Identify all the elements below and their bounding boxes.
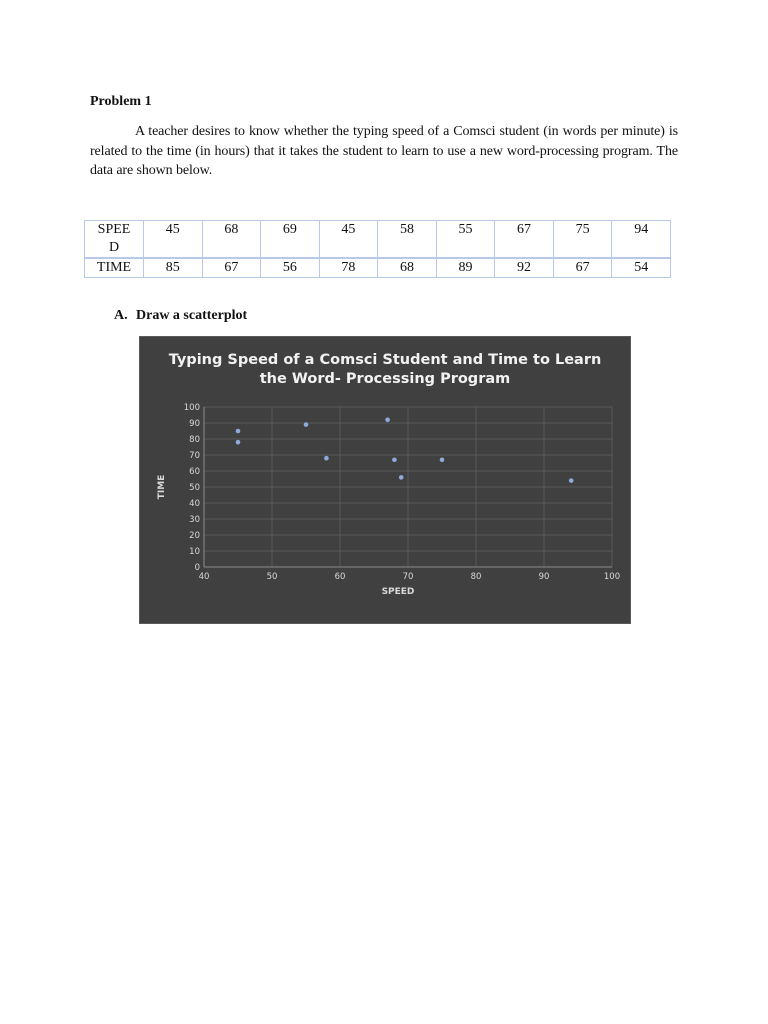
speed-cell: 68 bbox=[202, 221, 261, 259]
x-tick-label: 60 bbox=[334, 572, 346, 582]
speed-header-line1: SPEE bbox=[97, 222, 131, 237]
x-tick-label: 40 bbox=[198, 572, 210, 582]
data-point bbox=[569, 478, 574, 483]
speed-cell: 94 bbox=[612, 221, 671, 259]
section-a-letter: A. bbox=[114, 308, 128, 323]
x-tick-label: 90 bbox=[538, 572, 550, 582]
x-tick-label: 80 bbox=[470, 572, 482, 582]
data-point bbox=[304, 422, 309, 427]
x-tick-label: 50 bbox=[266, 572, 278, 582]
data-point bbox=[324, 456, 329, 461]
time-cell: 54 bbox=[612, 258, 671, 278]
data-point bbox=[399, 475, 404, 480]
table-row-time bbox=[85, 258, 671, 278]
speed-cell: 45 bbox=[319, 221, 378, 259]
time-cell: 67 bbox=[202, 258, 261, 278]
table-row-speed bbox=[85, 221, 671, 259]
scatterplot-chart bbox=[139, 336, 631, 624]
y-tick-label: 40 bbox=[189, 499, 200, 509]
x-tick-label: 100 bbox=[603, 572, 621, 582]
x-axis-title: SPEED bbox=[381, 587, 415, 597]
time-cell: 89 bbox=[436, 258, 495, 278]
y-tick-label: 0 bbox=[194, 563, 200, 573]
time-cell: 68 bbox=[378, 258, 437, 278]
speed-cell: 58 bbox=[378, 221, 437, 259]
problem-description: A teacher desires to know whether the typing speed of a Comsci student (in words per minute) is related to the time (in hours) that it takes the student to learn to use a new word-processing program. The data are shown below. bbox=[90, 124, 678, 178]
section-a-heading bbox=[114, 308, 247, 324]
time-cell: 85 bbox=[144, 258, 203, 278]
speed-cell: 45 bbox=[144, 221, 203, 259]
data-point bbox=[440, 458, 445, 463]
speed-header-line2: D bbox=[108, 240, 120, 255]
y-tick-label: 60 bbox=[189, 467, 200, 477]
data-table bbox=[84, 220, 671, 278]
y-tick-label: 100 bbox=[183, 403, 200, 413]
time-cell: 78 bbox=[319, 258, 378, 278]
speed-cell: 69 bbox=[261, 221, 320, 259]
y-tick-label: 20 bbox=[189, 531, 200, 541]
y-axis-title: TIME bbox=[157, 474, 167, 500]
y-tick-label: 10 bbox=[189, 547, 200, 557]
x-tick-label: 70 bbox=[402, 572, 414, 582]
time-cell: 67 bbox=[553, 258, 612, 278]
y-tick-label: 50 bbox=[189, 483, 200, 493]
data-point bbox=[385, 418, 390, 423]
time-header-cell: TIME bbox=[85, 258, 144, 278]
speed-cell: 75 bbox=[553, 221, 612, 259]
speed-cell: 55 bbox=[436, 221, 495, 259]
time-cell: 56 bbox=[261, 258, 320, 278]
chart-title-line2: the Word- Processing Program bbox=[259, 371, 511, 387]
y-tick-label: 80 bbox=[189, 435, 200, 445]
time-cell: 92 bbox=[495, 258, 554, 278]
data-point bbox=[392, 458, 397, 463]
speed-header-cell bbox=[85, 221, 144, 259]
speed-cell: 67 bbox=[495, 221, 554, 259]
data-point bbox=[236, 429, 241, 434]
problem-title: Problem 1 bbox=[90, 94, 152, 109]
y-tick-label: 70 bbox=[189, 451, 200, 461]
section-a-text: Draw a scatterplot bbox=[136, 308, 248, 323]
y-tick-label: 30 bbox=[189, 515, 200, 525]
chart-plot-svg bbox=[140, 337, 630, 623]
data-point bbox=[236, 440, 241, 445]
y-tick-label: 90 bbox=[189, 419, 200, 429]
chart-title-line1: Typing Speed of a Comsci Student and Time to Learn bbox=[168, 352, 602, 368]
